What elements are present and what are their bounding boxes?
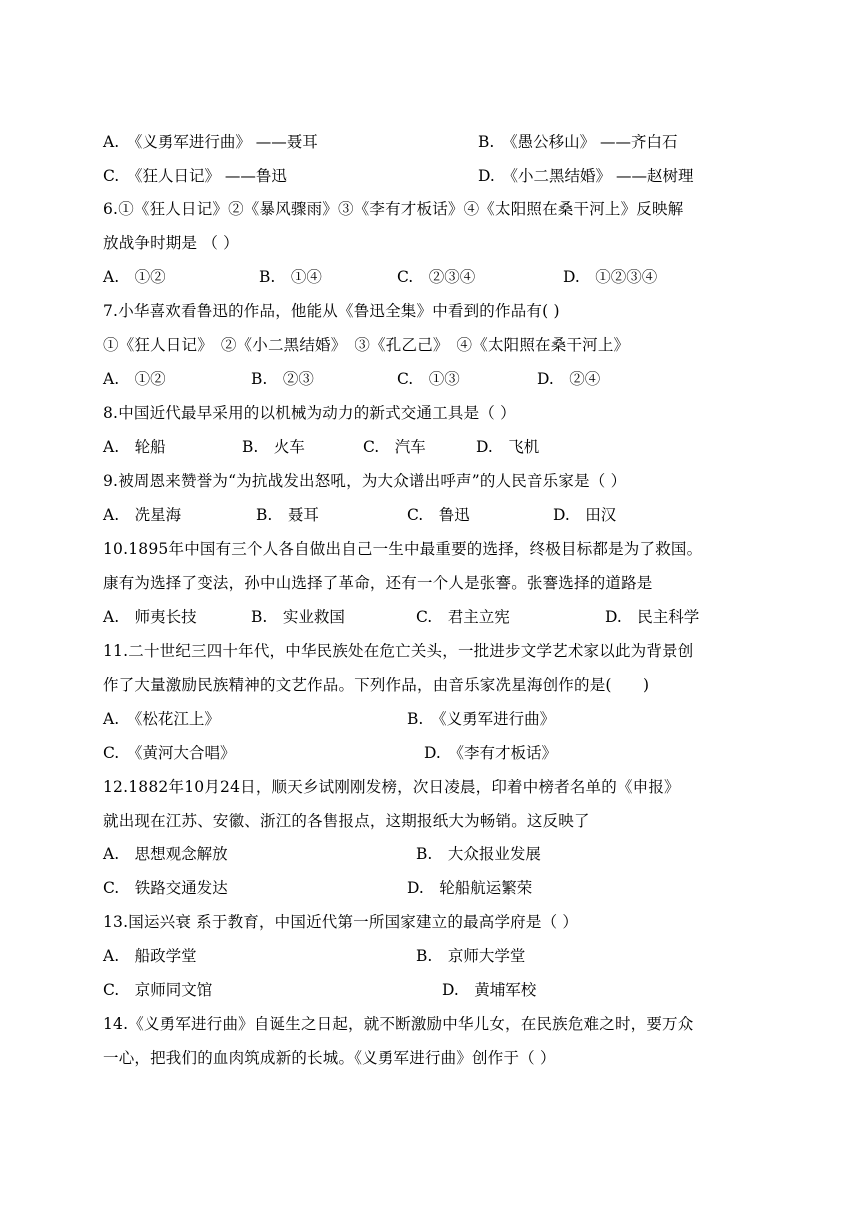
q11-stem-line2: 作了大量激励民族精神的文艺作品。下列作品，由音乐家冼星海创作的是( ): [103, 676, 650, 694]
q10-option-c: C. 君主立宪: [416, 608, 510, 626]
q11-option-b: B. 《义勇军进行曲》: [407, 710, 556, 728]
q9-option-d: D. 田汉: [553, 506, 617, 524]
q12-stem-line2: 就出现在江苏、安徽、浙江的各售报点，这期报纸大为畅销。这反映了: [103, 812, 590, 830]
q6-option-b: B. ①④: [259, 268, 322, 286]
q8-option-b: B. 火车: [242, 438, 305, 456]
q5-option-b: B. 《愚公移山》 ——齐白石: [478, 133, 678, 151]
q12-stem-line1: 12.1882年10月24日，顺天乡试刚刚发榜，次日凌晨，印着中榜者名单的《申报》: [103, 778, 680, 796]
q10-stem-line2: 康有为选择了变法，孙中山选择了革命，还有一个人是张謇。张謇选择的道路是: [103, 574, 653, 592]
q6-option-c: C. ②③④: [397, 268, 476, 286]
q7-option-a: A. ①②: [103, 370, 166, 388]
q11-stem-line1: 11.二十世纪三四十年代，中华民族处在危亡关头，一批进步文学艺术家以此为背景创: [103, 642, 694, 660]
q5-option-d: D. 《小二黑结婚》 ——赵树理: [478, 167, 694, 185]
q11-option-c: C. 《黄河大合唱》: [103, 744, 236, 762]
q5-option-c: C. 《狂人日记》 ——鲁迅: [103, 167, 287, 185]
q14-stem-line2: 一心，把我们的血肉筑成新的长城。《义勇军进行曲》创作于（ ）: [103, 1049, 556, 1067]
q7-stem-line2: ①《狂人日记》 ②《小二黑结婚》 ③《孔乙己》 ④《太阳照在桑干河上》: [103, 336, 630, 354]
q12-option-b: B. 大众报业发展: [416, 845, 541, 863]
q10-option-a: A. 师夷长技: [103, 608, 197, 626]
q6-stem-line1: 6.①《狂人日记》②《暴风骤雨》③《李有才板话》④《太阳照在桑干河上》反映解: [103, 200, 684, 218]
q12-option-c: C. 铁路交通发达: [103, 879, 228, 897]
q6-option-d: D. ①②③④: [563, 268, 658, 286]
q9-option-a: A. 冼星海: [103, 506, 182, 524]
q14-stem-line1: 14.《义勇军进行曲》自诞生之日起，就不断激励中华儿女，在民族危难之时，要万众: [103, 1015, 694, 1033]
q9-option-b: B. 聂耳: [256, 506, 319, 524]
q12-option-a: A. 思想观念解放: [103, 845, 228, 863]
q6-stem-line2: 放战争时期是 （ ）: [103, 234, 239, 252]
q13-option-b: B. 京师大学堂: [416, 947, 526, 965]
q13-option-c: C. 京师同文馆: [103, 981, 213, 999]
q13-stem: 13.国运兴衰 系于教育，中国近代第一所国家建立的最高学府是（ ）: [103, 913, 579, 931]
q8-option-d: D. 飞机: [476, 438, 540, 456]
q6-option-a: A. ①②: [103, 268, 166, 286]
q11-option-a: A. 《松花江上》: [103, 710, 220, 728]
q12-option-d: D. 轮船航运繁荣: [407, 879, 533, 897]
q7-option-d: D. ②④: [537, 370, 601, 388]
q7-option-b: B. ②③: [251, 370, 314, 388]
q9-stem: 9.被周恩来赞誉为“为抗战发出怒吼，为大众谱出呼声”的人民音乐家是（ ）: [103, 472, 627, 490]
q8-option-c: C. 汽车: [363, 438, 426, 456]
q8-stem: 8.中国近代最早采用的以机械为动力的新式交通工具是（ ）: [103, 404, 516, 422]
q10-stem-line1: 10.1895年中国有三个人各自做出自己一生中最重要的选择，终极目标都是为了救国。: [103, 540, 703, 558]
q11-option-d: D. 《李有才板话》: [424, 744, 558, 762]
q10-option-d: D. 民主科学: [605, 608, 700, 626]
q13-option-d: D. 黄埔军校: [442, 981, 537, 999]
q8-option-a: A. 轮船: [103, 438, 166, 456]
q9-option-c: C. 鲁迅: [407, 506, 470, 524]
q7-stem-line1: 7.小华喜欢看鲁迅的作品，他能从《鲁迅全集》中看到的作品有( ): [103, 302, 560, 320]
q7-option-c: C. ①③: [397, 370, 460, 388]
q5-option-a: A. 《义勇军进行曲》 ——聂耳: [103, 133, 318, 151]
q10-option-b: B. 实业救国: [251, 608, 345, 626]
q13-option-a: A. 船政学堂: [103, 947, 197, 965]
